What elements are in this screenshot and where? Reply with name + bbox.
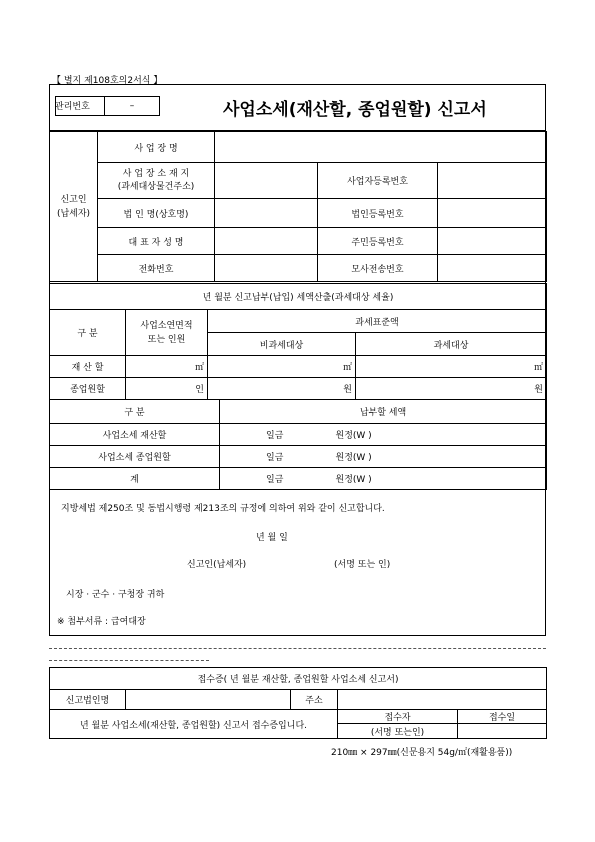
biz-reg-no-field[interactable]: [438, 163, 547, 199]
property-row-label: 재 산 할: [50, 356, 126, 378]
filer-sign-label: 신고인(납세자): [187, 560, 247, 570]
property-area-field[interactable]: ㎡: [126, 356, 208, 378]
area-label-2: 또는 인원: [147, 334, 186, 345]
employee-tax-field[interactable]: 원: [356, 378, 547, 400]
form-number: 【 별지 제108호의2서식 】: [52, 76, 163, 86]
form-title: 사업소세(재산할, 종업원할) 신고서: [223, 100, 487, 120]
fax-label: 모사전송번호: [318, 255, 438, 282]
business-name-field[interactable]: [215, 132, 547, 163]
receipt-addr-field[interactable]: [338, 690, 547, 710]
declaration-date[interactable]: 년 월 일: [256, 533, 288, 543]
filer-section-label: 신고인 (납세자): [50, 132, 98, 282]
receipt-date-label: 접수일: [458, 710, 547, 724]
receiver-label: 접수자: [338, 710, 458, 724]
payment-amount-field[interactable]: 원정(W ): [330, 446, 547, 468]
payment-amount-field[interactable]: 원정(W ): [330, 468, 547, 490]
rep-name-field[interactable]: [215, 228, 318, 255]
filer-table: [49, 131, 547, 282]
phone-label: 전화번호: [98, 255, 215, 282]
mgmt-label: 관리번호: [55, 102, 90, 112]
property-tax-field[interactable]: ㎡: [356, 356, 547, 378]
receipt-title: 접수증( 년 월분 재산할, 종업원할 사업소세 신고서): [50, 668, 547, 690]
base-label: 과세표준액: [208, 310, 547, 333]
receipt-corp-field[interactable]: [126, 690, 291, 710]
business-addr-field[interactable]: [215, 163, 318, 199]
property-nontax-field[interactable]: ㎡: [208, 356, 356, 378]
business-addr-sub: (과세대상물건주소): [117, 181, 195, 192]
calc-gubun: 구 분: [50, 310, 126, 356]
addressee: 시장 · 군수 · 구청장 귀하: [66, 590, 165, 600]
corp-name-field[interactable]: [215, 199, 318, 228]
receipt-addr-label: 주소: [291, 690, 338, 710]
payment-row-label: 계: [50, 468, 220, 490]
corp-reg-no-field[interactable]: [438, 199, 547, 228]
corp-reg-no-label: 법인등록번호: [318, 199, 438, 228]
sign-note[interactable]: (서명 또는 인): [334, 560, 391, 570]
payment-amount-label: 납부할 세액: [220, 400, 547, 424]
employee-count-field[interactable]: 인: [126, 378, 208, 400]
area-label: [126, 310, 208, 356]
paper-spec: 210㎜ × 297㎜(신문용지 54g/㎡(재활용품)): [331, 748, 513, 758]
calc-heading: 년 월분 신고납부(납입) 세액산출(과세대상 세율): [50, 284, 547, 310]
rep-name-label: 대 표 자 성 명: [98, 228, 215, 255]
title-block: [49, 84, 546, 131]
resident-no-field[interactable]: [438, 228, 547, 255]
payment-ilgeum: 일금: [220, 424, 330, 446]
mgmt-value[interactable]: –: [104, 96, 160, 116]
receipt-statement: 년 월분 사업소세(재산할, 종업원할) 신고서 접수증입니다.: [50, 710, 338, 739]
cut-line-short: [49, 660, 209, 661]
payment-ilgeum: 일금: [220, 446, 330, 468]
receipt-date-field[interactable]: [458, 724, 547, 739]
declaration-statement: 지방세법 제250조 및 동법시행령 제213조의 규정에 의하여 위와 같이 신고합니다.: [61, 504, 385, 514]
business-name-label: 사 업 장 명: [98, 132, 215, 163]
payment-row-label: 사업소세 재산할: [50, 424, 220, 446]
biz-reg-no-label: 사업자등록번호: [318, 163, 438, 199]
fax-field[interactable]: [438, 255, 547, 282]
phone-field[interactable]: [215, 255, 318, 282]
calc-table: [49, 283, 547, 400]
business-addr-main: 사 업 장 소 재 지: [122, 168, 190, 179]
payment-table: [49, 399, 547, 490]
non-taxable-label: 비과세대상: [208, 333, 356, 356]
receipt-table: [49, 667, 547, 739]
corp-name-label: 법 인 명(상호명): [98, 199, 215, 228]
payment-row-label: 사업소세 종업원할: [50, 446, 220, 468]
business-addr-label: [98, 163, 215, 199]
attachment-note: ※ 첨부서류 : 급여대장: [57, 617, 146, 627]
taxable-label: 과세대상: [356, 333, 547, 356]
payment-amount-field[interactable]: 원정(W ): [330, 424, 547, 446]
employee-row-label: 종업원할: [50, 378, 126, 400]
payment-gubun: 구 분: [50, 400, 220, 424]
cut-line: [49, 648, 546, 649]
employee-nontax-field[interactable]: 원: [208, 378, 356, 400]
area-label-1: 사업소연면적: [140, 320, 193, 331]
receipt-corp-label: 신고법인명: [50, 690, 126, 710]
receiver-sign[interactable]: (서명 또는인): [338, 724, 458, 739]
resident-no-label: 주민등록번호: [318, 228, 438, 255]
payment-ilgeum: 일금: [220, 468, 330, 490]
